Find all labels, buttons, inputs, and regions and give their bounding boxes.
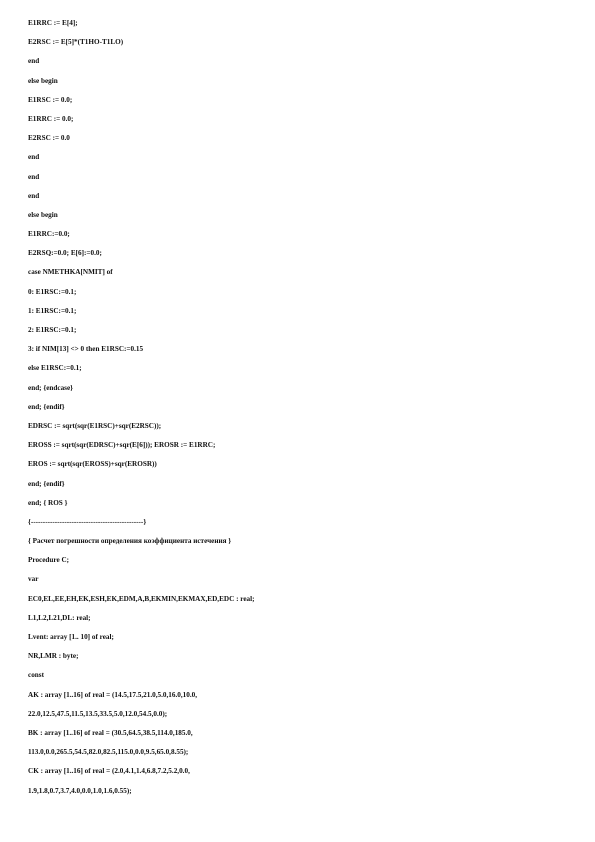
- code-line: E1RSC := 0.0;: [28, 95, 73, 104]
- code-line: E2RSC := 0.0: [28, 134, 70, 143]
- code-line: 113.0,0.0,265.5,54.5,82.0,82.5,115.0,0.0,9.5,65.0,8.55);: [28, 748, 189, 757]
- code-line: AK : array [1..16] of real = (14.5,17.5,21.0,5.0,16.0,10.0,: [28, 690, 198, 699]
- code-line: var: [28, 575, 39, 584]
- code-line: E1RRC := 0.0;: [28, 114, 74, 123]
- code-line: case NMETHKA[NMIT] of: [28, 268, 113, 277]
- code-line: end; {endcase}: [28, 383, 73, 392]
- code-line: end: [28, 191, 40, 200]
- code-line: { Расчет погрешности определения коэффициента истечения }: [28, 537, 232, 546]
- code-line: 0: E1RSC:=0.1;: [28, 287, 77, 296]
- code-line: EDRSC := sqrt(sqr(E1RSC)+sqr(E2RSC));: [28, 421, 162, 430]
- code-line: const: [28, 671, 44, 680]
- code-line: EROSS := sqrt(sqr(EDRSC)+sqr(E[6])); EROSR := E1RRC;: [28, 441, 216, 450]
- code-line: EROS := sqrt(sqr(EROSS)+sqr(EROSR)): [28, 460, 157, 469]
- code-line: E1RRC := E[4];: [28, 19, 78, 27]
- code-line: 1.9,1.8,0.7,3.7,4.0,0.0,1.0,1.6,0.55);: [28, 786, 132, 795]
- code-line: {-----------------------------------------------}: [28, 517, 147, 526]
- code-line: end: [28, 57, 40, 66]
- code-line: end: [28, 172, 40, 181]
- code-line: E2RSC := E[5]*(T1HO-T1LO): [28, 38, 124, 47]
- code-line: EC0,EL,EE,EH,EK,ESH,EK,EDM,A,B,EKMIN,EKMAX,ED,EDC : real;: [28, 594, 255, 603]
- code-line: BK : array [1..16] of real = (30.5,64.5,38.5,114.0,185.0,: [28, 728, 193, 737]
- code-line: CK : array [1..16] of real = (2.0,4.1,1.4,6.8,7.2,5.2,0.0,: [28, 767, 190, 776]
- code-line: 3: if NIM[13] <> 0 then E1RSC:=0.15: [28, 345, 144, 354]
- code-line: else E1RSC:=0.1;: [28, 364, 82, 373]
- code-line: Procedure C;: [28, 556, 70, 565]
- code-line: else begin: [28, 76, 58, 85]
- code-line: end; {endif}: [28, 402, 65, 411]
- code-line: 1: E1RSC:=0.1;: [28, 306, 77, 315]
- code-line: E2RSQ:=0.0; E[6]:=0.0;: [28, 249, 102, 258]
- code-line: end: [28, 153, 40, 162]
- code-line: L1,L2,L21,DL: real;: [28, 613, 91, 622]
- code-listing: [28, 14, 573, 801]
- code-line: else begin: [28, 210, 58, 219]
- code-line: 22.0,12.5,47.5,11.5,13.5,33.5,5.0,12.0,54.5,0.0);: [28, 709, 168, 718]
- code-line: 2: E1RSC:=0.1;: [28, 326, 77, 334]
- code-line: NR,LMR : byte;: [28, 652, 79, 661]
- code-line: end; {endif}: [28, 479, 65, 488]
- code-line: E1RRC:=0.0;: [28, 230, 70, 239]
- code-line: end; { ROS }: [28, 498, 68, 507]
- code-line: Lvent: array [1.. 10] of real;: [28, 633, 114, 641]
